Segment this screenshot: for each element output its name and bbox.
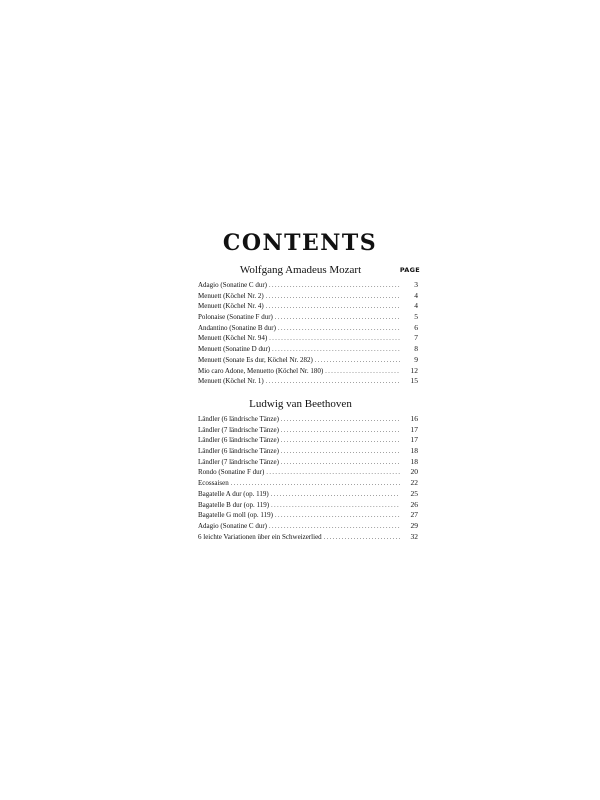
dot-leader bbox=[325, 367, 400, 378]
dot-leader bbox=[266, 292, 400, 303]
entry-title: Bagatelle G moll (op. 119) bbox=[198, 511, 273, 520]
contents-entry bbox=[198, 291, 418, 302]
dot-leader bbox=[271, 501, 400, 512]
dot-leader bbox=[281, 426, 400, 437]
entry-page-number: 17 bbox=[410, 424, 418, 434]
entry-page-number: 12 bbox=[410, 365, 418, 375]
page-column-label: PAGE bbox=[399, 266, 420, 274]
dot-leader bbox=[275, 313, 400, 324]
contents-entry bbox=[198, 521, 418, 532]
entry-title: Ecossaisen bbox=[198, 479, 229, 488]
dot-leader bbox=[266, 468, 400, 479]
dot-leader bbox=[324, 533, 400, 544]
entry-title: Adagio (Sonatine C dur) bbox=[198, 521, 268, 530]
entry-title: Menuett (Köchel Nr. 1) bbox=[198, 377, 264, 386]
contents-entry bbox=[198, 446, 418, 457]
section-mozart bbox=[198, 264, 418, 387]
composer-heading: Wolfgang Amadeus Mozart bbox=[239, 264, 362, 276]
entry-page-number: 17 bbox=[410, 435, 418, 445]
contents-entry bbox=[198, 435, 418, 446]
dot-leader bbox=[275, 511, 400, 522]
dot-leader bbox=[278, 324, 400, 335]
entry-page-number: 20 bbox=[410, 467, 418, 477]
dot-leader bbox=[281, 436, 400, 447]
dot-leader bbox=[271, 490, 400, 501]
composer-heading: Ludwig van Beethoven bbox=[249, 398, 352, 410]
contents-entry bbox=[198, 532, 418, 543]
entry-title: Bagatelle A dur (op. 119) bbox=[198, 489, 269, 498]
contents-entry bbox=[198, 333, 418, 344]
entry-page-number: 32 bbox=[410, 531, 418, 541]
entry-title: Ländler (7 ländrische Tänze) bbox=[198, 425, 279, 434]
contents-entry bbox=[198, 425, 418, 436]
contents-entry bbox=[198, 376, 418, 387]
entry-title: Bagatelle B dur (op. 119) bbox=[198, 500, 270, 509]
entry-page-number: 25 bbox=[410, 488, 418, 498]
contents-entry bbox=[198, 280, 418, 291]
entry-page-number: 4 bbox=[414, 290, 418, 300]
dot-leader bbox=[315, 356, 400, 367]
entry-page-number: 18 bbox=[410, 446, 418, 456]
entry-page-number: 15 bbox=[410, 376, 418, 386]
contents-entry bbox=[198, 489, 418, 500]
entry-title: Ländler (7 ländrische Tänze) bbox=[198, 457, 279, 466]
contents-entry bbox=[198, 366, 418, 377]
entry-title: Adagio (Sonatine C dur) bbox=[198, 281, 268, 289]
entry-title: Menuett (Sonatine D dur) bbox=[198, 345, 271, 354]
entry-page-number: 26 bbox=[410, 499, 418, 509]
entry-title: 6 leichte Variationen über ein Schweizerlied bbox=[198, 532, 322, 541]
contents-entry bbox=[198, 500, 418, 511]
dot-leader bbox=[281, 447, 400, 458]
contents-entry bbox=[198, 457, 418, 468]
dot-leader bbox=[266, 302, 400, 313]
dot-leader bbox=[281, 415, 400, 426]
dot-leader bbox=[269, 281, 400, 292]
entry-title: Ländler (6 ländrische Tänze) bbox=[198, 447, 279, 456]
entry-list bbox=[198, 414, 418, 542]
entry-title: Rondo (Sonatine F dur) bbox=[198, 468, 265, 477]
entry-title: Menuett (Köchel Nr. 4) bbox=[198, 302, 264, 311]
entry-page-number: 4 bbox=[414, 301, 418, 311]
dot-leader bbox=[266, 377, 400, 388]
entry-page-number: 7 bbox=[414, 333, 418, 343]
contents-entry bbox=[198, 344, 418, 355]
entry-title: Andantino (Sonatine B dur) bbox=[198, 323, 276, 332]
entry-page-number: 29 bbox=[410, 520, 418, 530]
entry-page-number: 8 bbox=[414, 344, 418, 354]
entry-title: Ländler (6 ländrische Tänze) bbox=[198, 415, 279, 423]
dot-leader bbox=[281, 458, 400, 469]
contents-entry bbox=[198, 478, 418, 489]
entry-page-number: 9 bbox=[414, 354, 418, 364]
contents-entry bbox=[198, 355, 418, 366]
entry-title: Menuett (Köchel Nr. 94) bbox=[198, 334, 268, 343]
entry-page-number: 22 bbox=[410, 478, 418, 488]
entry-page-number: 27 bbox=[410, 510, 418, 520]
contents-entry bbox=[198, 510, 418, 521]
entry-page-number: 6 bbox=[414, 322, 418, 332]
entry-title: Polonaise (Sonatine F dur) bbox=[198, 313, 273, 322]
contents-entry bbox=[198, 414, 418, 425]
contents-entry bbox=[198, 323, 418, 334]
entry-title: Menuett (Sonate Es dur, Köchel Nr. 282) bbox=[198, 355, 313, 364]
entry-title: Mio caro Adone, Menuetto (Köchel Nr. 180) bbox=[198, 366, 324, 375]
entry-page-number: 16 bbox=[410, 414, 418, 423]
page-title: CONTENTS bbox=[222, 230, 378, 256]
contents-entry bbox=[198, 467, 418, 478]
dot-leader bbox=[269, 334, 400, 345]
entry-list bbox=[198, 280, 418, 387]
contents-entry bbox=[198, 312, 418, 323]
section-beethoven bbox=[198, 398, 418, 542]
entry-page-number: 3 bbox=[414, 280, 418, 289]
entry-title: Menuett (Köchel Nr. 2) bbox=[198, 291, 264, 300]
entry-page-number: 18 bbox=[410, 456, 418, 466]
entry-title: Ländler (6 ländrische Tänze) bbox=[198, 436, 279, 445]
entry-page-number: 5 bbox=[414, 312, 418, 322]
contents-entry bbox=[198, 301, 418, 312]
